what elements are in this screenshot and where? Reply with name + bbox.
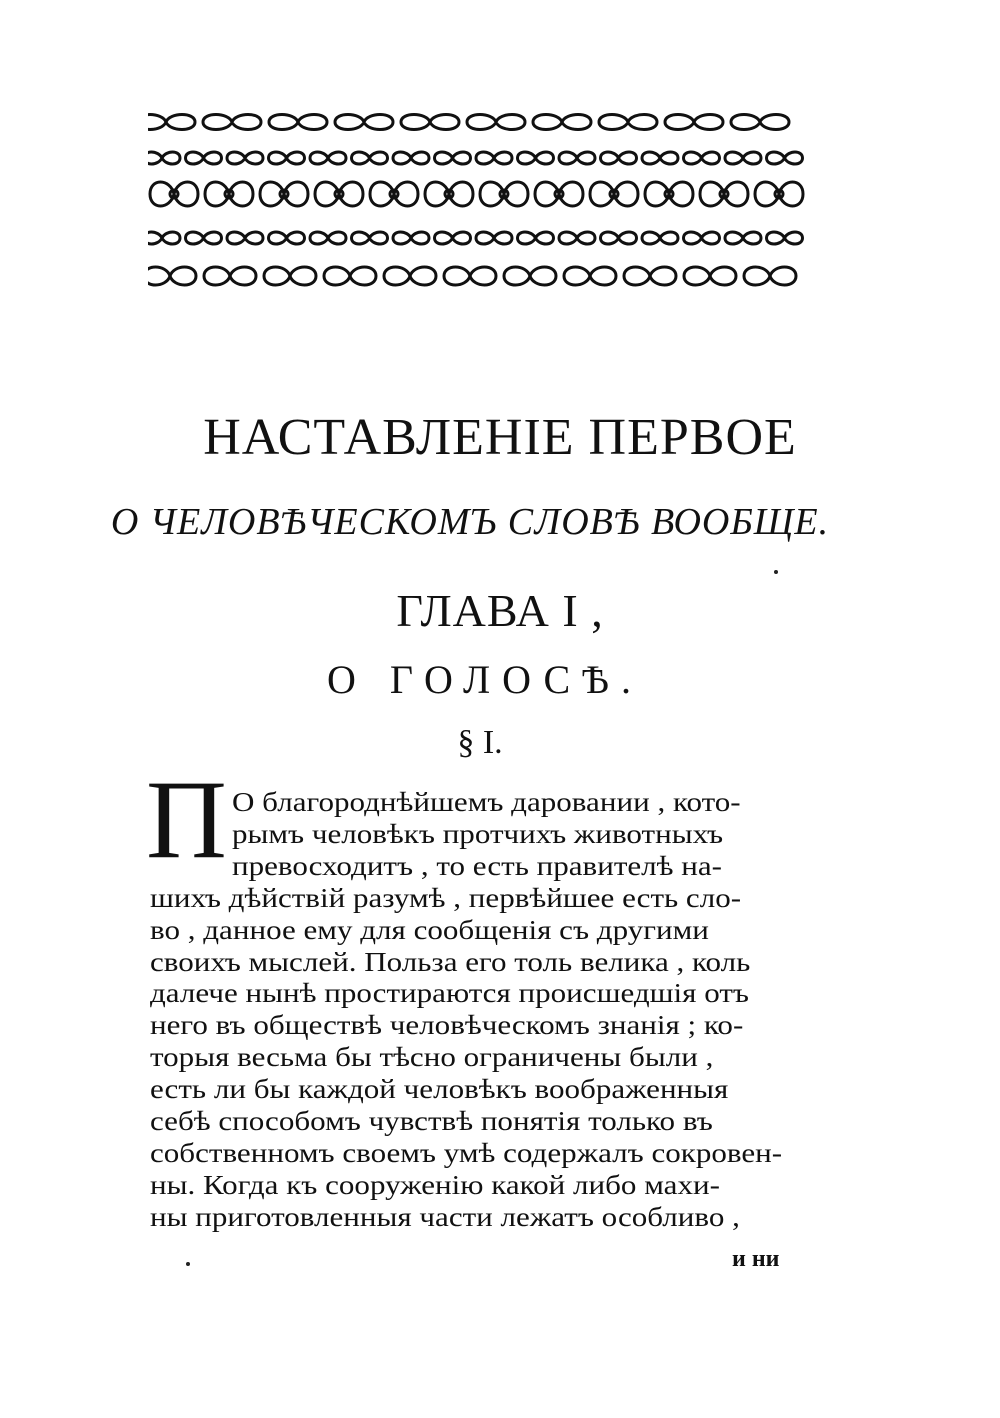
text-line: собственномъ своемъ умѣ содержалъ сокровен- bbox=[150, 1137, 783, 1168]
text-line: себѣ способомъ чувствѣ понятія только въ bbox=[150, 1106, 713, 1136]
text-line: превосходитъ , то есть правителѣ на- bbox=[232, 850, 723, 881]
catchword: и ни bbox=[732, 1246, 780, 1272]
drop-cap: П bbox=[146, 758, 227, 882]
text-line: своихъ мыслей. Польза его толь велика , коль bbox=[150, 946, 751, 977]
text-line: О благороднѣйшемъ даровании , кото- bbox=[232, 787, 741, 817]
stray-dot bbox=[774, 570, 778, 574]
text-line: торыя весьма бы тѣсно ограничены были , bbox=[150, 1042, 714, 1073]
decorative-headpiece bbox=[148, 100, 810, 300]
book-part-title: НАСТАВЛЕНІЕ ПЕРВОЕ bbox=[203, 409, 797, 466]
text-line: рымъ человѣкъ протчихъ животныхъ bbox=[232, 818, 723, 849]
text-line: шихъ дѣйствій разумѣ , первѣйшее есть сло- bbox=[150, 882, 742, 913]
text-line: во , данное ему для сообщенія съ другими bbox=[150, 914, 709, 945]
text-line: ны приготовленныя части лежатъ особливо , bbox=[150, 1201, 740, 1232]
stray-dot bbox=[186, 1262, 190, 1266]
chapter-heading: ГЛАВА I , bbox=[396, 585, 604, 636]
text-line: есть ли бы каждой человѣкъ воображенныя bbox=[150, 1074, 729, 1105]
text-line: далече нынѣ простираются происшедшія отъ bbox=[150, 978, 749, 1009]
section-heading: О ГОЛОСѢ. bbox=[327, 657, 643, 702]
text-line: него въ обществѣ человѣческомъ знанія ; ко- bbox=[150, 1010, 744, 1041]
text-line: ны. Когда къ сооруженію какой либо махи- bbox=[150, 1169, 720, 1200]
part-subtitle: О ЧЕЛОВѢЧЕСКОМЪ СЛОВѢ ВООБЩЕ. bbox=[110, 501, 830, 543]
paragraph-number: § I. bbox=[457, 724, 503, 761]
